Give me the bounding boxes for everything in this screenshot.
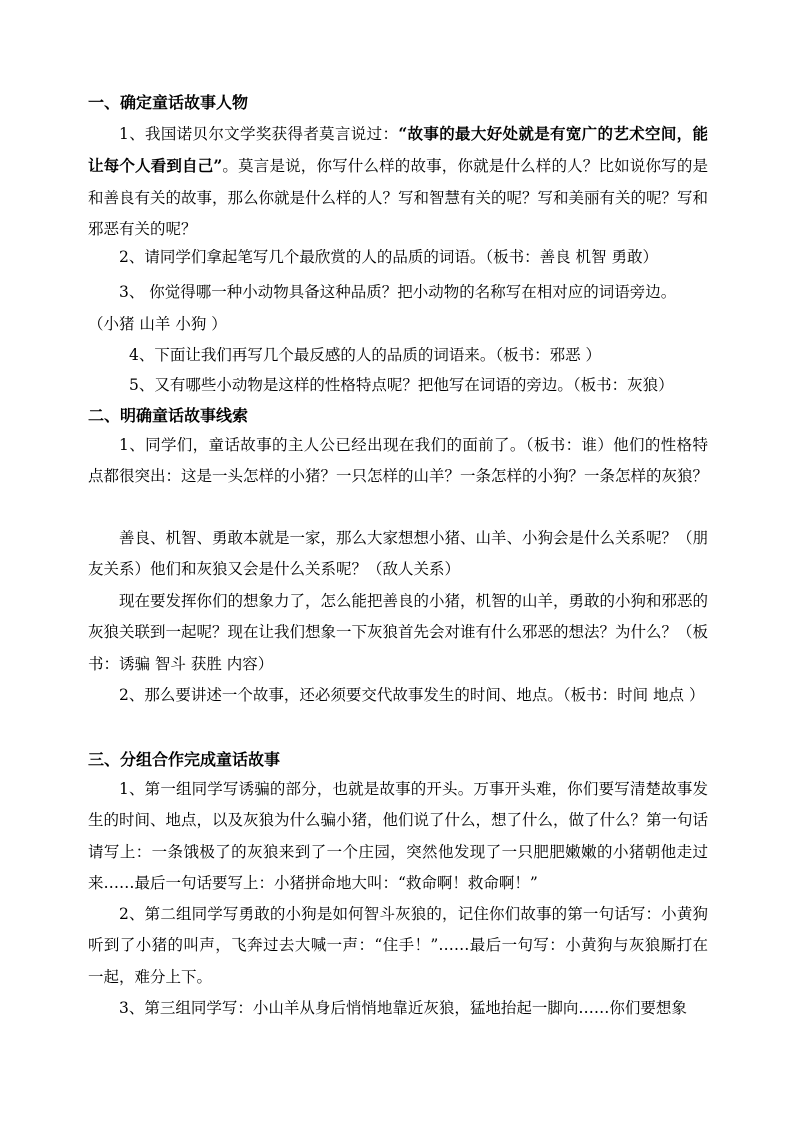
section-2-heading: 二、明确童话故事线索: [88, 406, 249, 425]
section-2-paragraph-3: 现在要发挥你们的想象力了，怎么能把善良的小猪，机智的山羊，勇敢的小狗和邪恶的灰狼关联到一起呢？现在让我们想象一下灰狼首先会对谁有什么邪恶的想法？为什么？（板书：诱骗 智斗 获胜 内容）: [88, 592, 709, 673]
section-2-paragraph-1: 1、同学们，童话故事的主人公已经出现在我们的面前了。（板书：谁）他们的性格特点都很突出：这是一头怎样的小猪？一只怎样的山羊？一条怎样的小狗？一条怎样的灰狼？: [88, 436, 709, 486]
section-1-paragraph-1: [88, 118, 708, 245]
section-2-paragraph-4: 2、那么要讲述一个故事，还必须要交代故事发生的时间、地点。（板书：时间 地点 ）: [119, 686, 705, 704]
section-1-paragraph-5: 5、又有哪些小动物是这样的性格特点呢？把他写在词语的旁边。（板书：灰狼）: [129, 376, 674, 394]
paragraph-text: 1、我国诺贝尔文学奖获得者莫言说过：: [119, 125, 399, 143]
section-3-paragraph-1: 1、第一组同学写诱骗的部分，也就是故事的开头。万事开头难，你们要写清楚故事发生的时间、地点，以及灰狼为什么骗小猪，他们说了什么，想了什么，做了什么？第一句话请写上：一条饿极了的灰狼来到了一个庄园，突然他发现了一只肥肥嫩嫩的小猪朝他走过来……最后一句话要写上：小猪拼命地大叫：“救命啊！救命啊！”: [88, 780, 709, 892]
paragraph-text: 。莫言是说，你写什么样的故事，你就是什么样的人？比如说你写的是和善良有关的故事，那么你就是什么样的人？写和智慧有关的呢？写和美丽有关的呢？写和邪恶有关的呢？: [88, 157, 709, 238]
section-1-paragraph-4: 4、下面让我们再写几个最反感的人的品质的词语来。（板书：邪恶 ）: [129, 346, 602, 364]
section-1-heading: 一、确定童话故事人物: [88, 93, 249, 112]
section-1-paragraph-3-line-2: （小猪 山羊 小狗 ）: [88, 315, 227, 333]
section-3-paragraph-3: 3、第三组同学写：小山羊从身后悄悄地靠近灰狼，猛地抬起一脚向……你们要想象: [119, 999, 687, 1017]
section-1-paragraph-3-line-1: 3、 你觉得哪一种小动物具备这种品质？把小动物的名称写在相对应的词语旁边。: [119, 283, 677, 301]
section-2-paragraph-2: 善良、机智、勇敢本就是一家，那么大家想想小猪、山羊、小狗会是什么关系呢？（朋友关系）他们和灰狼又会是什么关系呢？（敌人关系）: [88, 529, 709, 579]
section-3-paragraph-2: 2、第二组同学写勇敢的小狗是如何智斗灰狼的，记住你们故事的第一句话写：小黄狗听到了小猪的叫声，飞奔过去大喊一声：“住手！”……最后一句写：小黄狗与灰狼厮打在一起，难分上下。: [88, 905, 708, 986]
section-1-paragraph-2: 2、请同学们拿起笔写几个最欣赏的人的品质的词语。（板书：善良 机智 勇敢）: [119, 248, 658, 266]
section-3-heading: 三、分组合作完成童话故事: [88, 750, 281, 769]
quote-bold-text: “故事的最大好处就是有宽广的艺术空间，能让每个人看到自己”: [88, 124, 708, 176]
